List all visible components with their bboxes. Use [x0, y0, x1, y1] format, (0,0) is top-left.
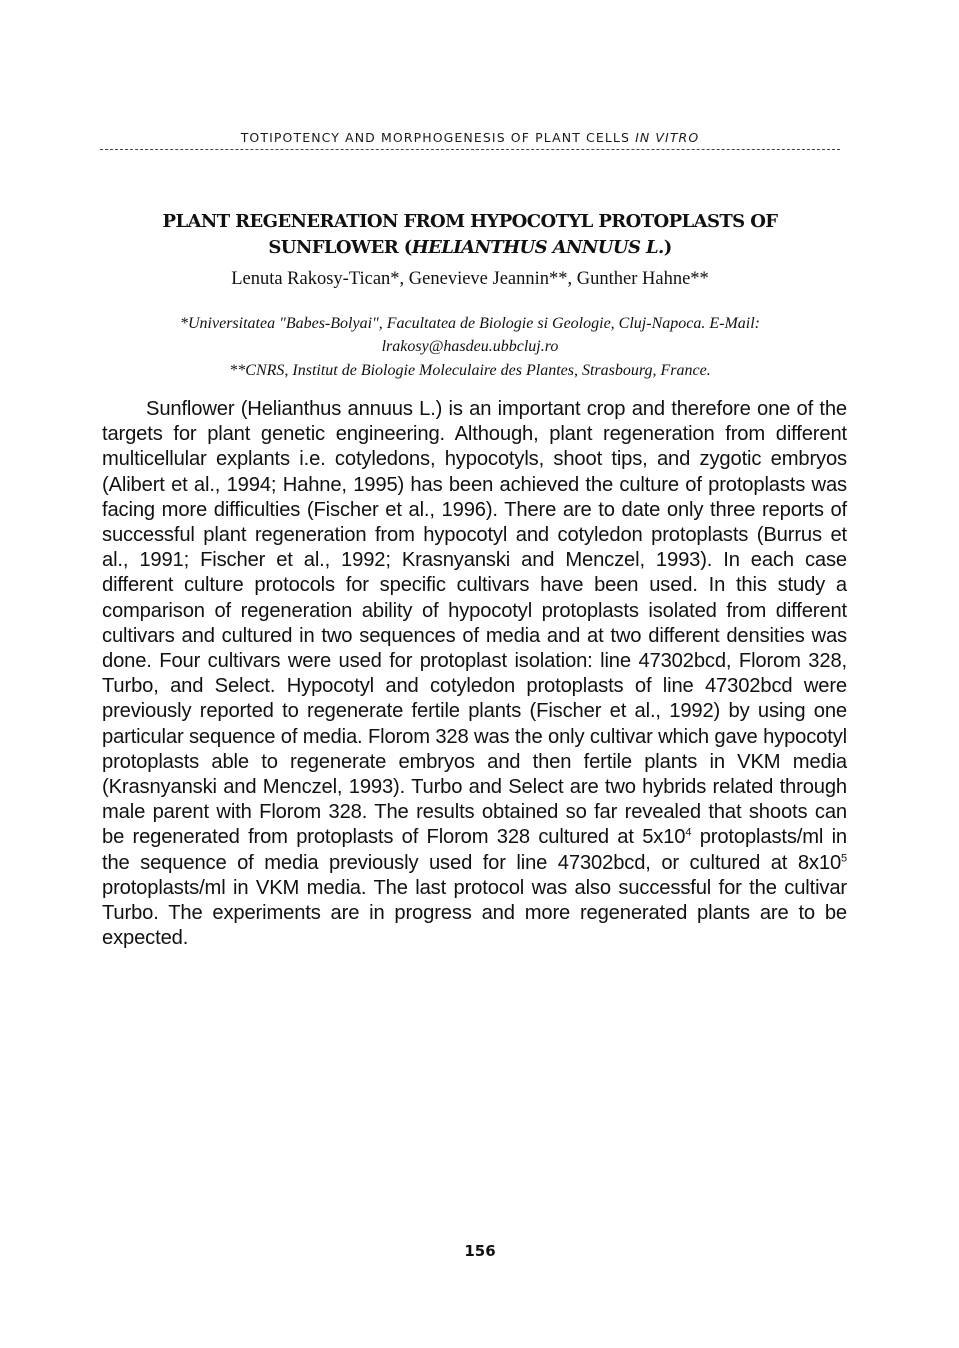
running-header-italic: IN VITRO [635, 130, 700, 145]
running-header-text: TOTIPOTENCY AND MORPHOGENESIS OF PLANT CELLS [240, 130, 630, 145]
page-number: 156 [464, 1242, 496, 1260]
title-line-2 [100, 235, 840, 261]
abstract-part-2: protoplasts/ml in the sequence of media previously used for line 47302bcd, or cultured at 8x10 [102, 826, 848, 874]
running-header [100, 130, 840, 145]
paper-title [100, 209, 840, 261]
abstract-part-1: Sunflower (Helianthus annuus L.) is an important crop and therefore one of the targets for plant genetic engineering. Although, plant regeneration from different multicellular explants i.e. cotyledons, hypocotyls, shoot tips, and zygotic embryos (Alibert et al., 1994; Hahne, 1995) has been achieved the culture of protoplasts was facing more difficulties (Fischer et al., 1996). There are to date only three reports of successful plant regeneration from hypocotyl and cotyledon protoplasts (Burrus et al., 1991; Fischer et al., 1992; Krasnyanski and Menczel, 1993). In each case different culture protocols for specific cultivars have been used. In this study a comparison of regeneration ability of hypocotyl protoplasts isolated from different cultivars and cultured in two sequences of media and at two different densities was done. Four cultivars were used for protoplast isolation: line 47302bcd, Florom 328, Turbo, and Select. Hypocotyl and cotyledon protoplasts of line 47302bcd were previously reported to regenerate fertile plants (Fischer et al., 1992) by using one particular sequence of media. Florom 328 was the only cultivar which gave hypocotyl protoplasts able to regenerate embryos and then fertile plants in VKM media (Krasnyanski and Menczel, 1993). Turbo and Select are two hybrids related through male parent with Florom 328. The results obtained so far revealed that shoots can be regenerated from protoplasts of Florom 328 cultured at 5x10 [102, 398, 847, 849]
affiliation-1: *Universitatea "Babes-Bolyai", Facultatea de Biologie si Geologie, Cluj-Napoca. E-Mail: lrakosy@hasdeu.ubbcluj.ro [180, 315, 760, 355]
title-line-2-prefix: SUNFLOWER ( [268, 237, 412, 258]
header-rule [100, 149, 840, 150]
exponent-2: 5 [841, 851, 847, 864]
title-line-1: PLANT REGENERATION FROM HYPOCOTYL PROTOPLASTS OF [162, 211, 778, 232]
abstract-paragraph [102, 397, 847, 951]
title-latin-name: HELIANTHUS ANNUUS L. [411, 237, 664, 258]
authors: Lenuta Rakosy-Tican*, Genevieve Jeannin**, Gunther Hahne** [231, 269, 709, 289]
title-line-2-suffix: ) [663, 237, 672, 258]
affiliation-2: **CNRS, Institut de Biologie Moleculaire des Plantes, Strasbourg, France. [229, 362, 711, 379]
exponent-1: 4 [685, 826, 692, 839]
abstract-part-3: protoplasts/ml in VKM media. The last protocol was also successful for the cultivar Turbo. The experiments are in progress and more regenerated plants are to be expected. [102, 876, 847, 950]
